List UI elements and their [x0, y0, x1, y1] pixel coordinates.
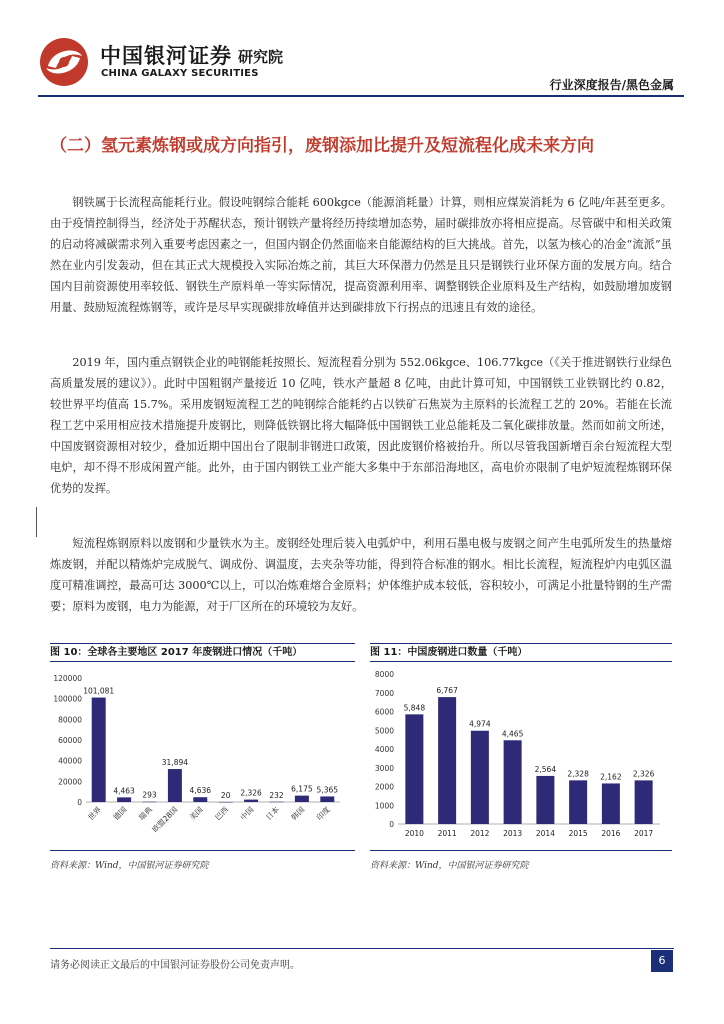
- body-paragraph-2: 2019 年，国内重点钢铁企业的吨钢能耗按照长、短流程看分别为 552.06kgce、106.77kgce（《关于推进钢铁行业绿色高质量发展的建议》）。此时中国粗钢产量接近 10 亿吨，铁水产量超 8 亿吨，由此计算可知，中国钢铁工业铁钢比约 0.82，较世界平均值高 15.7%。采用废钢短流程工艺的吨钢综合能耗约占以铁矿石焦炭为主原料的长流程工艺的 20%。若能在长流程工艺中采用相应技术措施提升废钢比，则降低铁钢比将大幅降低中国钢铁工业总能耗及二氧化碳排放量。然而如前文所述，中国废钢资源相对较少，叠加近期中国出台了限制非钢进口政策，因此废钢价格被抬升。所以尽管我国新增百余台短流程大型电炉，却不得不形成闲置产能。此外，由于国内钢铁工业产能大多集中于东部沿海地区，高电价亦限制了电炉短流程炼钢环保优势的发挥。: [50, 356, 672, 495]
- bar-中国: [244, 800, 258, 802]
- figure-10-title: 图 10：全球各主要地区 2017 年废钢进口情况（千吨）: [50, 643, 355, 662]
- bar-印度: [320, 796, 334, 802]
- figure-10-source-divider: [50, 850, 355, 851]
- x-tick-label-韩国: 韩国: [289, 805, 307, 823]
- y-tick-label-2: 2000: [374, 782, 394, 792]
- data-label-2016: 2,162: [600, 772, 622, 782]
- x-tick-label-2010: 2010: [404, 829, 424, 838]
- galaxy-logo-icon: [38, 36, 90, 88]
- data-label-瑞典: 293: [142, 790, 157, 800]
- data-label-韩国: 6,175: [291, 784, 313, 794]
- x-tick-label-瑞典: 瑞典: [136, 805, 154, 823]
- research-institute-label: 研究院: [238, 48, 284, 66]
- bar-2017: [635, 780, 653, 824]
- y-tick-label-5: 100000: [53, 694, 82, 704]
- x-tick-label-巴西: 巴西: [213, 805, 231, 823]
- bar-德国: [117, 797, 131, 802]
- data-label-2011: 6,767: [436, 686, 458, 696]
- bar-2013: [504, 740, 522, 824]
- data-label-巴西: 20: [220, 790, 231, 800]
- data-label-2012: 4,974: [469, 719, 491, 729]
- figure-11-title: 图 11：中国废钢进口数量（千吨）: [370, 643, 672, 662]
- bar-世界: [92, 698, 106, 802]
- y-tick-label-5: 5000: [374, 726, 394, 736]
- x-tick-label-德国: 德国: [111, 805, 129, 823]
- data-label-2014: 2,564: [534, 764, 557, 774]
- y-tick-label-0: 0: [77, 798, 82, 807]
- x-tick-label-2013: 2013: [503, 829, 523, 838]
- data-label-欧盟28国: 31,894: [161, 758, 189, 768]
- bar-欧盟28国: [168, 769, 182, 802]
- y-tick-label-1: 20000: [58, 777, 82, 787]
- bar-日本: [270, 802, 284, 803]
- data-label-日本: 232: [269, 790, 284, 800]
- figure-10-source: 资料来源：Wind，中国银河证券研究院: [50, 861, 209, 871]
- report-type-label: 行业深度报告/黑色金属: [549, 78, 674, 92]
- footer-divider: [50, 948, 674, 949]
- y-tick-label-4: 4000: [374, 745, 394, 754]
- bar-2010: [405, 714, 423, 824]
- x-tick-label-美国: 美国: [187, 805, 205, 823]
- y-tick-label-3: 60000: [58, 736, 82, 745]
- y-tick-label-6: 6000: [374, 707, 394, 717]
- figure-11-source: 资料来源：Wind，中国银河证券研究院: [370, 861, 529, 871]
- y-tick-label-6: 120000: [53, 674, 82, 683]
- x-tick-label-2016: 2016: [601, 829, 621, 838]
- bar-美国: [193, 797, 207, 802]
- margin-change-bar: [36, 507, 37, 537]
- bar-2014: [536, 776, 554, 824]
- bar-2012: [471, 731, 489, 824]
- data-label-2010: 5,848: [403, 703, 426, 713]
- x-tick-label-世界: 世界: [86, 805, 104, 823]
- data-label-印度: 5,365: [316, 785, 339, 795]
- y-tick-label-7: 7000: [374, 688, 394, 698]
- data-label-美国: 4,636: [189, 786, 212, 796]
- header-divider: [38, 95, 684, 97]
- page-number: 6: [651, 950, 673, 972]
- data-label-2017: 2,326: [632, 769, 655, 779]
- bar-2015: [569, 780, 587, 824]
- y-tick-label-8: 8000: [374, 670, 394, 679]
- data-label-2013: 4,465: [501, 729, 524, 739]
- x-tick-label-2014: 2014: [535, 829, 555, 838]
- y-tick-label-3: 3000: [374, 763, 394, 773]
- y-tick-label-0: 0: [389, 820, 394, 829]
- data-label-德国: 4,463: [113, 786, 135, 796]
- section-title: （二）氢元素炼钢或成方向指引，废钢添加比提升及短流程化成未来方向: [50, 136, 594, 156]
- x-tick-label-日本: 日本: [263, 805, 281, 823]
- bar-巴西: [219, 802, 233, 803]
- x-tick-label-2012: 2012: [470, 829, 490, 838]
- data-label-世界: 101,081: [83, 686, 115, 696]
- x-tick-label-2015: 2015: [568, 829, 588, 838]
- figure-11-chart: [370, 666, 670, 846]
- x-tick-label-印度: 印度: [314, 805, 332, 823]
- x-tick-label-2011: 2011: [437, 829, 457, 838]
- x-tick-label-2017: 2017: [634, 829, 654, 838]
- bar-2016: [602, 783, 620, 824]
- footer-disclaimer: 请务必阅读正文最后的中国银河证券股份公司免责声明。: [50, 960, 300, 971]
- company-name-en: CHINA GALAXY SECURITIES: [101, 68, 259, 79]
- body-paragraph-3: 短流程炼钢原料以废钢和少量铁水为主。废钢经处理后装入电弧炉中，利用石墨电极与废钢之间产生电弧所发生的热量熔炼废钢，并配以精炼炉完成脱气、调成份、调温度，去夹杂等功能，得到符合标准的钢水。相比长流程，短流程炉内电弧区温度可精准调控，最高可达 3000℃以上，可以冶炼难熔合金原料；炉体维护成本较低，容积较小，可满足小批量特钢的生产需要；原料为废钢，电力为能源，对于厂区所在的环境较为友好。: [50, 537, 672, 613]
- y-tick-label-2: 40000: [58, 756, 82, 766]
- data-label-中国: 2,326: [240, 788, 262, 798]
- figure-11-source-divider: [370, 850, 672, 851]
- data-label-2015: 2,328: [567, 769, 589, 779]
- company-name-cn: 中国银河证券: [100, 44, 232, 68]
- x-tick-label-欧盟28国: 欧盟28国: [150, 805, 180, 835]
- y-tick-label-4: 80000: [58, 715, 82, 725]
- bar-韩国: [295, 796, 309, 802]
- bar-瑞典: [143, 802, 157, 803]
- bar-2011: [438, 697, 456, 824]
- x-tick-label-中国: 中国: [238, 805, 256, 823]
- figure-10-chart: [50, 666, 350, 846]
- body-paragraph-1: 钢铁属于长流程高能耗行业。假设吨钢综合能耗 600kgce（能源消耗量）计算，则相应煤炭消耗为 6 亿吨/年甚至更多。由于疫情控制得当，经济处于苏醒状态，预计钢铁产量将经历持续增加态势，届时碳排放亦将相应提高。尽管碳中和相关政策的启动将减碳需求列入重要考虑因素之一，但国内钢企仍然面临来自能源结构的巨大挑战。首先，以氢为核心的冶金“流派”虽然在业内引发轰动，但在其正式大规模投入实际冶炼之前，其巨大环保潜力仍然是且只是钢铁行业环保方面的发展方向。结合国内目前资源使用率较低、钢铁生产原料单一等实际情况，提高资源利用率、调整钢铁企业原料及生产结构，如鼓励增加废钢用量、鼓励短流程炼钢等，或许是尽早实现碳排放峰值并达到碳排放下行拐点的迅速且有效的途径。: [50, 196, 672, 314]
- y-tick-label-1: 1000: [374, 801, 394, 811]
